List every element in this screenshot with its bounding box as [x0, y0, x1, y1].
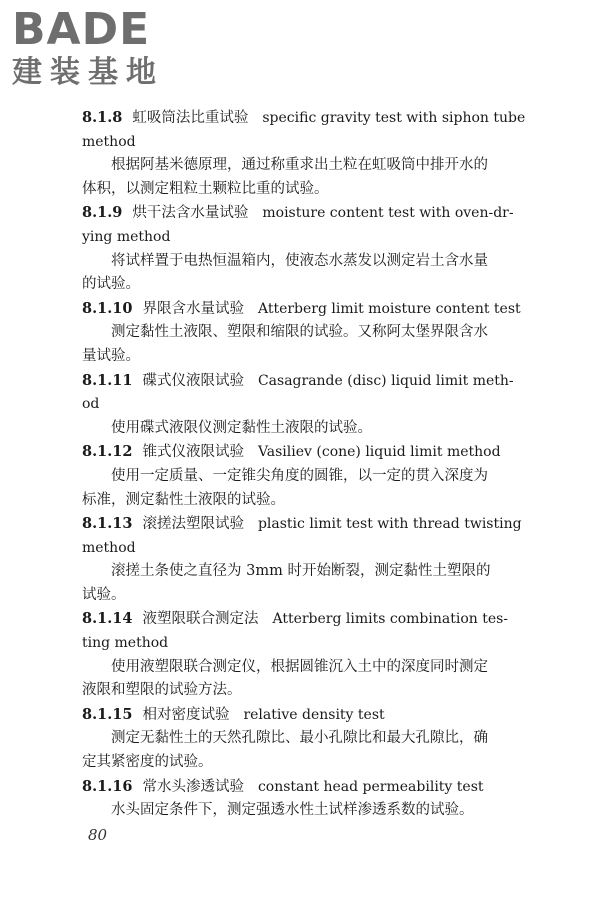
entry-term-english-continued: ying method — [82, 228, 171, 245]
entry-term-chinese: 烘干法含水量试验 — [132, 205, 249, 222]
entry-term-english: Atterberg limit moisture content test — [257, 300, 521, 317]
entry-number: 8.1.8 — [82, 109, 123, 126]
entry-heading — [82, 106, 528, 131]
entry-term-english: Casagrande (disc) liquid limit meth- — [257, 372, 514, 389]
entry-heading — [82, 512, 528, 537]
entry-heading — [82, 369, 528, 394]
logo-subtitle: 建装基地 — [12, 55, 164, 90]
entry-description: 将试样置于电热恒温箱内，使液态水蒸发以测定岩土含水量 — [111, 252, 488, 269]
entry-term-chinese: 界限含水量试验 — [142, 300, 244, 317]
brand-logo — [12, 6, 182, 94]
entry-term-english: constant head permeability test — [257, 778, 484, 795]
entry-heading — [82, 607, 528, 632]
entry-term-english-continued: method — [82, 539, 136, 556]
entry-term-chinese: 常水头渗透试验 — [142, 778, 244, 795]
entry-description: 体积，以测定粗粒土颗粒比重的试验。 — [82, 180, 329, 197]
entry-number: 8.1.12 — [82, 443, 133, 461]
entry-term-chinese: 液塑限联合测定法 — [142, 611, 259, 628]
entry-term-english: Atterberg limits combination tes- — [272, 611, 509, 628]
entry-term-english: specific gravity test with siphon tube — [262, 110, 526, 126]
glossary-content — [82, 106, 528, 823]
entry-term-english: moisture content test with oven-dr- — [262, 205, 514, 222]
entry-description: 测定黏性土液限、塑限和缩限的试验。又称阿太堡界限含水 — [111, 324, 488, 341]
entry-description: 水头固定条件下，测定强透水性土试样渗透系数的试验。 — [111, 802, 474, 819]
entry-number: 8.1.13 — [82, 515, 133, 533]
entry-description: 滚搓土条使之直径为 3mm 时开始断裂，测定黏性土塑限的 — [111, 563, 491, 580]
entry-term-english-continued: od — [82, 396, 100, 413]
page-number: 80 — [88, 826, 108, 844]
entry-description: 量试验。 — [82, 347, 140, 364]
entry-term-chinese: 相对密度试验 — [142, 706, 230, 723]
entry-term-chinese: 碟式仪液限试验 — [142, 372, 244, 389]
glossary-entry — [82, 512, 528, 607]
glossary-entry — [82, 297, 528, 369]
entry-term-english: relative density test — [243, 706, 385, 723]
entry-number: 8.1.10 — [82, 299, 133, 317]
entry-number: 8.1.11 — [82, 371, 133, 389]
glossary-entry — [82, 369, 528, 441]
entry-description: 标准，测定黏性土液限的试验。 — [82, 491, 285, 508]
entry-description: 使用一定质量、一定锥尖角度的圆锥，以一定的贯入深度为 — [111, 467, 488, 484]
entry-number: 8.1.16 — [82, 777, 133, 795]
entry-description: 试验。 — [82, 586, 126, 603]
glossary-entry — [82, 607, 528, 702]
entry-heading — [82, 297, 528, 322]
entry-description: 定其紧密度的试验。 — [82, 754, 213, 771]
entry-term-english-continued: method — [82, 133, 136, 150]
glossary-entry — [82, 775, 528, 823]
entry-heading — [82, 201, 528, 226]
entry-description: 测定无黏性土的天然孔隙比、最小孔隙比和最大孔隙比，确 — [111, 730, 488, 747]
logo-wordmark: BADE — [12, 4, 151, 55]
glossary-entry — [82, 201, 528, 296]
entry-description: 液限和塑限的试验方法。 — [82, 682, 242, 699]
entry-term-english-continued: ting method — [82, 635, 169, 652]
entry-heading — [82, 775, 528, 800]
entry-number: 8.1.9 — [82, 204, 123, 222]
entry-heading — [82, 440, 528, 465]
entry-description: 使用碟式液限仪测定黏性土液限的试验。 — [111, 419, 372, 436]
entry-heading — [82, 703, 528, 728]
glossary-entry — [82, 440, 528, 512]
entry-term-chinese: 虹吸筒法比重试验 — [132, 110, 249, 126]
glossary-entry — [82, 106, 528, 201]
entry-number: 8.1.14 — [82, 610, 133, 628]
entry-term-chinese: 滚搓法塑限试验 — [142, 516, 244, 533]
entry-description: 使用液塑限联合测定仪，根据圆锥沉入土中的深度同时测定 — [111, 658, 488, 675]
entry-term-english: plastic limit test with thread twisting — [257, 516, 522, 533]
entry-number: 8.1.15 — [82, 705, 133, 723]
glossary-entry — [82, 703, 528, 775]
entry-description: 的试验。 — [82, 276, 140, 293]
entry-term-english: Vasiliev (cone) liquid limit method — [257, 444, 501, 461]
entry-description: 根据阿基米德原理，通过称重求出土粒在虹吸筒中排开水的 — [111, 157, 488, 174]
entry-term-chinese: 锥式仪液限试验 — [142, 444, 244, 461]
